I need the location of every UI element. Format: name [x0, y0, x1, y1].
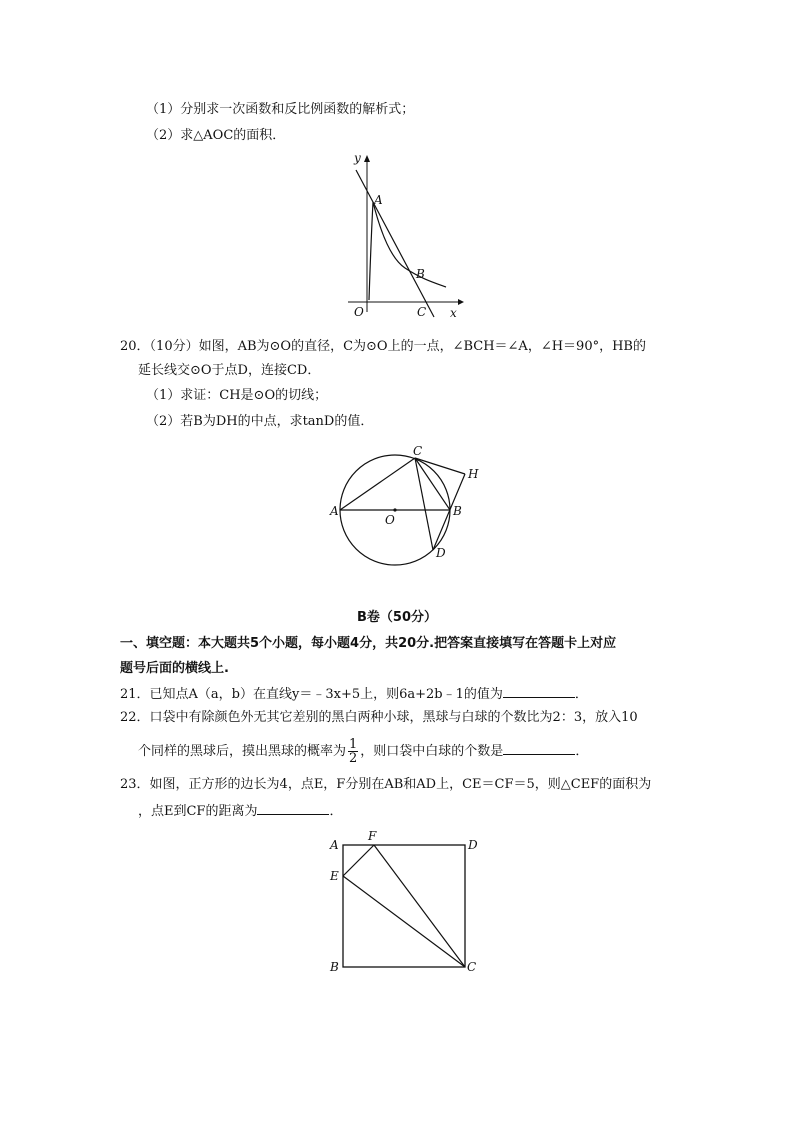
q21: [120, 685, 588, 703]
q23-answer-blank-2[interactable]: [257, 802, 329, 815]
section-b-instruction-line1: 一、填空题：本大题共5个小题，每小题4分，共20分.把答案直接填写在答题卡上对应: [120, 636, 617, 651]
q21-text: 21．已知点A（a，b）在直线y＝﹣3x+5上，则6a+2b﹣1的值为: [120, 687, 503, 702]
label-D: D: [436, 546, 446, 560]
q21-end: ．: [574, 687, 588, 702]
q23-end: ．: [329, 804, 343, 819]
label-C: C: [413, 444, 423, 458]
q22-frac-num: 1: [349, 737, 358, 752]
q21-answer-blank[interactable]: [503, 685, 575, 698]
label-B: B: [453, 504, 462, 518]
q22-line2-a: 个同样的黑球后，摸出黑球的概率为: [138, 744, 347, 759]
section-b-title: B卷（50分）: [357, 610, 437, 625]
label-D: D: [468, 838, 478, 852]
q22-end: ．: [575, 744, 589, 759]
label-A: A: [374, 193, 383, 207]
label-B: B: [416, 267, 425, 281]
label-y: y: [354, 151, 361, 165]
x-axis-arrow: [458, 299, 464, 305]
q23-line2-a: ，点E到CF的距离为: [138, 804, 258, 819]
segment-fc: [374, 845, 465, 967]
square-abcd: [343, 845, 465, 967]
center-dot: [393, 508, 396, 511]
q20-part1: （1）求证：CH是⊙O的切线；: [146, 388, 328, 403]
label-B: B: [330, 960, 339, 974]
q22-answer-blank[interactable]: [503, 742, 575, 755]
q22-line2-b: ，则口袋中白球的个数是: [360, 744, 504, 759]
q22-line2: [138, 738, 588, 765]
label-A: A: [330, 504, 339, 518]
q20-part2: （2）若B为DH的中点，求tanD的值．: [146, 414, 374, 429]
q22-frac-den: 2: [349, 751, 358, 766]
q20-circle-figure: [325, 440, 495, 570]
q23-line1: 23．如图，正方形的边长为4，点E，F分别在AB和AD上，CE＝CF＝5，则△CEF的面积为: [120, 777, 652, 792]
label-C: C: [467, 960, 477, 974]
q19-part2: （2）求△AOC的面积．: [146, 128, 286, 143]
q20-stem-line1: 20．（10分）如图，AB为⊙O的直径，C为⊙O上的一点，∠BCH＝∠A，∠H＝90°，HB的: [120, 339, 646, 354]
segment-ac: [340, 458, 415, 510]
q22-fraction: [348, 738, 358, 765]
label-E: E: [330, 869, 339, 883]
segment-ch: [415, 458, 465, 474]
label-O: O: [354, 305, 364, 319]
label-F: F: [368, 829, 377, 843]
q19-function-graph: [340, 150, 470, 325]
label-A: A: [330, 838, 339, 852]
q23-square-figure: [325, 828, 485, 976]
segment-ec: [343, 876, 465, 967]
label-H: H: [468, 467, 479, 481]
q19-part1: （1）分别求一次函数和反比例函数的解析式；: [146, 102, 415, 117]
q20-stem-line2: 延长线交⊙O于点D，连接CD．: [138, 363, 321, 378]
y-axis-arrow: [364, 155, 370, 162]
label-O: O: [385, 513, 395, 527]
q23-line2: [120, 802, 342, 820]
segment-ef: [343, 845, 374, 876]
section-b-instruction-line2: 题号后面的横线上.: [120, 661, 229, 676]
linear-function-line: [356, 170, 434, 317]
q22-line1: 22．口袋中有除颜色外无其它差别的黑白两种小球，黑球与白球的个数比为2：3，放入10: [120, 710, 638, 725]
label-x: x: [450, 306, 457, 320]
label-C: C: [417, 305, 427, 319]
q23-answer-blank-1[interactable]: [120, 803, 138, 815]
